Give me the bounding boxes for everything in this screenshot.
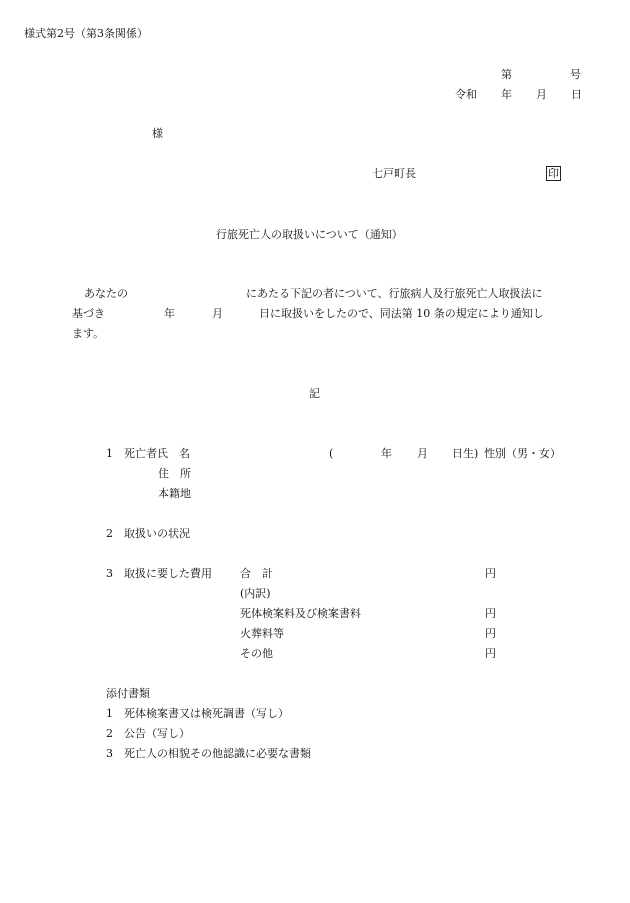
document-title: 行旅死亡人の取扱いについて（通知） xyxy=(216,228,403,241)
date-month: 月 xyxy=(536,88,547,101)
ki-heading: 記 xyxy=(309,387,320,400)
number-suffix: 号 xyxy=(570,68,581,81)
addressee-suffix: 様 xyxy=(152,127,163,140)
fee-row-unit: 円 xyxy=(485,627,496,640)
item1-address: 住 所 xyxy=(158,467,191,480)
attachment-number: 1 xyxy=(106,707,113,720)
attachment-text: 公告（写し） xyxy=(124,727,190,740)
item3-total-label: 合 計 xyxy=(240,567,273,580)
body-line3: ます。 xyxy=(72,327,105,340)
fee-row-unit: 円 xyxy=(485,607,496,620)
fee-row-unit: 円 xyxy=(485,647,496,660)
date-day: 日 xyxy=(571,88,582,101)
item3-label: 取扱に要した費用 xyxy=(124,567,212,580)
item1-number: 1 xyxy=(106,447,113,460)
body-line2-year: 年 xyxy=(164,307,175,320)
fee-row-label: 死体検案料及び検案書料 xyxy=(240,607,361,620)
item3-total-unit: 円 xyxy=(485,567,496,580)
item1-paren-open: ( xyxy=(329,447,334,460)
body-line2-month: 月 xyxy=(212,307,223,320)
body-line2-b: 日に取扱いをしたので、同法第 10 条の規定により通知し xyxy=(259,307,544,320)
sender-name: 七戸町長 xyxy=(372,167,416,180)
body-line1-a: あなたの xyxy=(84,287,128,300)
item1-label: 死亡者氏 名 xyxy=(124,447,190,460)
attachments-heading: 添付書類 xyxy=(106,687,150,700)
fee-row-label: その他 xyxy=(240,647,273,660)
item1-gender: 性別（男・女） xyxy=(484,447,561,460)
item2-label: 取扱いの状況 xyxy=(124,527,190,540)
number-prefix: 第 xyxy=(501,68,512,81)
date-year: 年 xyxy=(501,88,512,101)
item3-number: 3 xyxy=(106,567,113,580)
date-era: 令和 xyxy=(455,88,477,101)
item1-year: 年 xyxy=(381,447,392,460)
attachment-number: 2 xyxy=(106,727,113,740)
attachment-text: 死体検案書又は検死調書（写し） xyxy=(124,707,289,720)
seal-stamp: 印 xyxy=(548,167,559,180)
fee-row-label: 火葬料等 xyxy=(240,627,284,640)
attachment-text: 死亡人の相貌その他認識に必要な書類 xyxy=(124,747,311,760)
form-label: 様式第2号（第3条関係） xyxy=(24,27,148,40)
item1-domicile: 本籍地 xyxy=(158,487,191,500)
attachment-number: 3 xyxy=(106,747,113,760)
body-line1-b: にあたる下記の者について、行旅病人及行旅死亡人取扱法に xyxy=(246,287,543,300)
item1-month: 月 xyxy=(417,447,428,460)
item2-number: 2 xyxy=(106,527,113,540)
item3-breakdown: (内訳) xyxy=(240,587,271,600)
body-line2-a: 基づき xyxy=(72,307,105,320)
item1-day-born: 日生) xyxy=(452,447,479,460)
